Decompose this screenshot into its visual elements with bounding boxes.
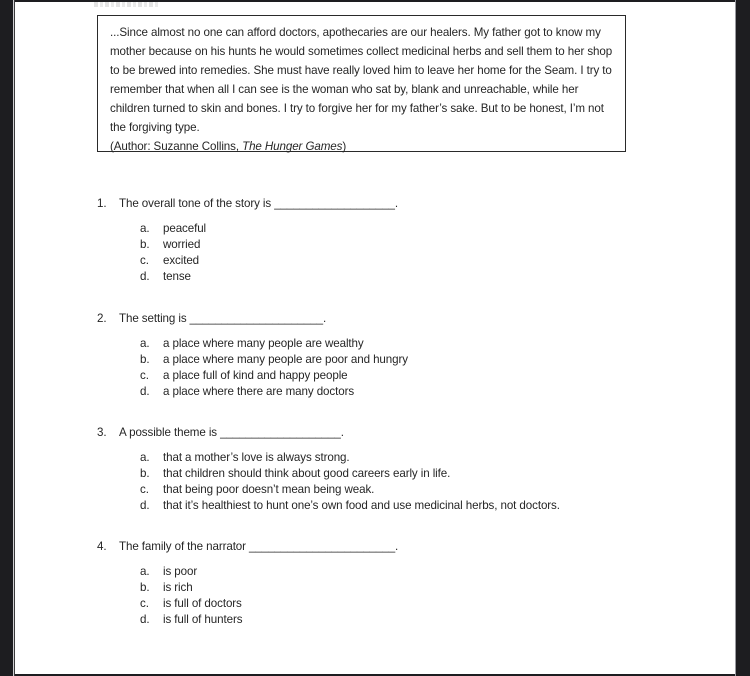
question-2 bbox=[97, 312, 697, 400]
option-d bbox=[140, 269, 697, 285]
passage-attribution bbox=[110, 137, 614, 156]
option-letter: b. bbox=[140, 467, 150, 480]
option-d bbox=[140, 384, 697, 400]
option-letter: c. bbox=[140, 254, 149, 267]
option-text: a place where many people are poor and hungry bbox=[163, 353, 408, 366]
question-prompt: The family of the narrator _______________________. bbox=[119, 540, 399, 553]
viewer-frame-left bbox=[0, 0, 13, 676]
question-1 bbox=[97, 197, 697, 285]
option-letter: b. bbox=[140, 353, 150, 366]
option-c bbox=[140, 482, 697, 498]
option-letter: c. bbox=[140, 483, 149, 496]
option-letter: d. bbox=[140, 270, 150, 283]
option-b bbox=[140, 466, 697, 482]
question-3 bbox=[97, 426, 697, 514]
option-c bbox=[140, 368, 697, 384]
question-number: 1. bbox=[97, 197, 107, 210]
option-text: that it’s healthiest to hunt one’s own food and use medicinal herbs, not doctors. bbox=[163, 499, 560, 512]
option-a bbox=[140, 564, 697, 580]
question-prompt: The overall tone of the story is ___________________. bbox=[119, 197, 398, 210]
options-list bbox=[140, 221, 697, 285]
option-text: worried bbox=[163, 238, 201, 251]
option-text: that being poor doesn’t mean being weak. bbox=[163, 483, 375, 496]
option-d bbox=[140, 612, 697, 628]
option-a bbox=[140, 336, 697, 352]
option-letter: c. bbox=[140, 369, 149, 382]
option-b bbox=[140, 352, 697, 368]
option-text: peaceful bbox=[163, 222, 207, 235]
option-text: is full of hunters bbox=[163, 613, 243, 626]
option-letter: b. bbox=[140, 238, 150, 251]
question-number: 2. bbox=[97, 312, 107, 325]
option-letter: d. bbox=[140, 385, 150, 398]
option-letter: d. bbox=[140, 613, 150, 626]
option-d bbox=[140, 498, 697, 514]
option-c bbox=[140, 596, 697, 612]
option-letter: a. bbox=[140, 337, 150, 350]
passage-text: ...Since almost no one can afford doctors, apothecaries are our healers. My father got to know my mother because on his hunts he would sometimes collect medicinal herbs and sell them to her shop to be brewed into remedies. She must have really loved him to leave her home for the Seam. I try to remember that when all I can see is the woman who sat by, blank and unreachable, while her children turned to skin and bones. I try to forgive her for my father’s sake. But to be honest, I’m not the forgiving type. bbox=[110, 26, 613, 134]
attribution-book-title: The Hunger Games bbox=[242, 140, 343, 153]
options-list bbox=[140, 564, 697, 628]
option-letter: a. bbox=[140, 222, 150, 235]
option-a bbox=[140, 221, 697, 237]
options-list bbox=[140, 336, 697, 400]
option-letter: a. bbox=[140, 565, 150, 578]
page-edge-shadow bbox=[14, 0, 15, 676]
option-text: is full of doctors bbox=[163, 597, 242, 610]
option-text: a place where there are many doctors bbox=[163, 385, 355, 398]
option-a bbox=[140, 450, 697, 466]
option-text: tense bbox=[163, 270, 191, 283]
option-letter: c. bbox=[140, 597, 149, 610]
option-letter: a. bbox=[140, 451, 150, 464]
option-text: a place full of kind and happy people bbox=[163, 369, 348, 382]
option-c bbox=[140, 253, 697, 269]
options-list bbox=[140, 450, 697, 514]
option-b bbox=[140, 237, 697, 253]
option-text: that children should think about good careers early in life. bbox=[163, 467, 451, 480]
question-number: 3. bbox=[97, 426, 107, 439]
cropped-text-fragment bbox=[94, 2, 160, 7]
question-4 bbox=[97, 540, 697, 628]
option-letter: b. bbox=[140, 581, 150, 594]
option-text: a place where many people are wealthy bbox=[163, 337, 364, 350]
question-prompt: The setting is _____________________. bbox=[119, 312, 327, 325]
viewer-frame-right bbox=[736, 0, 750, 676]
viewer-frame-top bbox=[0, 0, 750, 2]
option-text: is poor bbox=[163, 565, 198, 578]
question-number: 4. bbox=[97, 540, 107, 553]
page-edge-shadow-right bbox=[735, 0, 736, 676]
option-text: that a mother’s love is always strong. bbox=[163, 451, 350, 464]
attribution-prefix: (Author: Suzanne Collins, bbox=[110, 140, 243, 153]
option-text: is rich bbox=[163, 581, 193, 594]
option-letter: d. bbox=[140, 499, 150, 512]
attribution-suffix: ) bbox=[342, 140, 347, 153]
option-text: excited bbox=[163, 254, 200, 267]
question-prompt: A possible theme is ___________________. bbox=[119, 426, 344, 439]
passage-box bbox=[97, 15, 626, 152]
option-b bbox=[140, 580, 697, 596]
